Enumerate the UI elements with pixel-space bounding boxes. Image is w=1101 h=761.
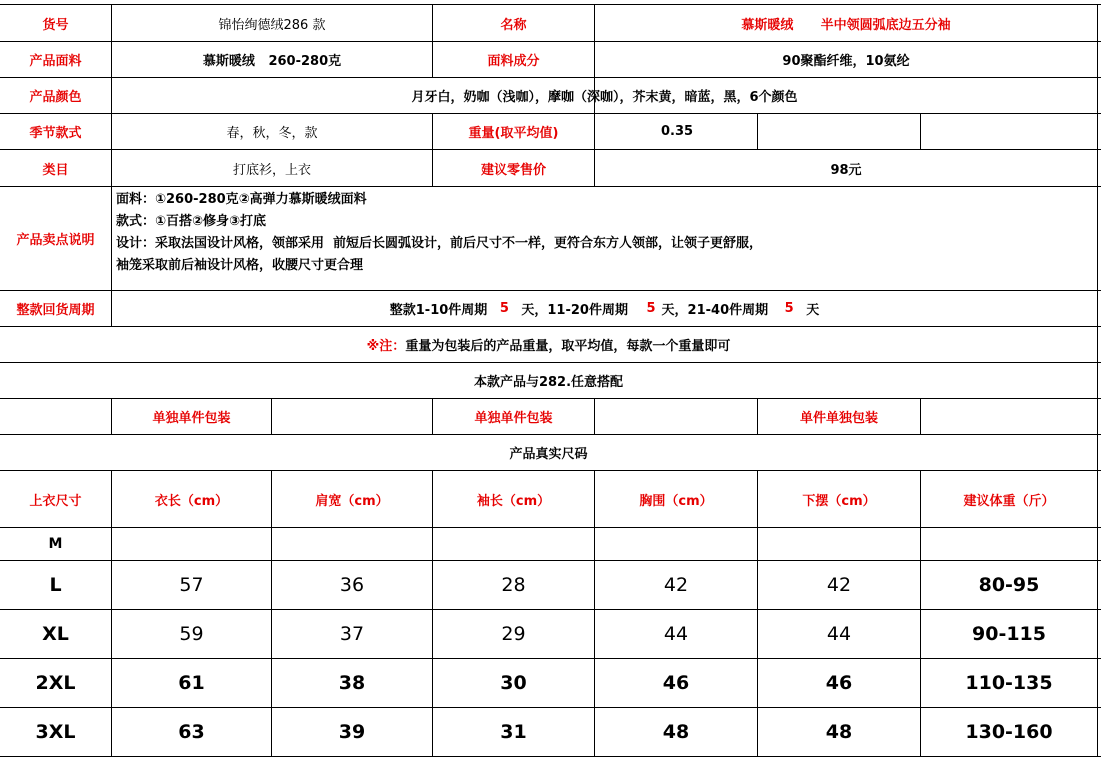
size-header: 建议体重（斤） (963, 493, 1055, 509)
size-value: 30 (500, 672, 527, 694)
size-value: 42 (826, 574, 852, 596)
size-value: 44 (663, 623, 689, 645)
restock-text: 天，11-20件周期 (516, 303, 633, 318)
size-value: 61 (178, 672, 205, 694)
price-value: 98元 (830, 162, 862, 178)
grid-line (271, 398, 272, 434)
match-note: 本款产品与282.任意搭配 (473, 375, 624, 390)
name-label: 名称 (500, 17, 527, 33)
restock-text: 整款1-10件周期 (389, 303, 492, 318)
item-no-value: 锦怡绚德绒286 款 (218, 17, 326, 33)
grid-line (0, 756, 1101, 757)
size-value: 31 (500, 721, 527, 743)
fabric-label: 产品面料 (29, 54, 82, 69)
grid-line (594, 398, 595, 434)
size-weight: 90-115 (972, 623, 1046, 645)
season-value: 春，秋，冬，款 (226, 126, 318, 141)
grid-line (0, 186, 1101, 187)
grid-line (920, 113, 921, 149)
restock-text: 天 (801, 303, 820, 318)
packaging-b: 单独单件包装 (474, 411, 553, 426)
restock-label: 整款回货周期 (16, 303, 95, 318)
size-weight: 110-135 (965, 672, 1053, 694)
size-header: 袖长（cm） (476, 493, 551, 509)
size-value: 63 (178, 721, 205, 743)
packaging-a: 单独单件包装 (152, 411, 231, 426)
note-text: 重量为包装后的产品重量，取平均值，每款一个重量即可 (405, 339, 731, 354)
size-value: 44 (826, 623, 852, 645)
size-value: 48 (662, 721, 690, 743)
restock-text: 天，21-40件周期 (661, 303, 773, 318)
color-value: 月牙白，奶咖（浅咖），摩咖（深咖），芥末黄，暗蓝，黑，6个颜色 (411, 90, 798, 105)
item-no-label: 货号 (42, 17, 69, 33)
category-label: 类目 (42, 162, 69, 178)
size-header: 衣长（cm） (154, 493, 229, 509)
size-label: 2XL (35, 672, 76, 694)
selling-points-label: 产品卖点说明 (16, 233, 95, 248)
packaging-c: 单件单独包装 (799, 411, 878, 426)
size-label: 3XL (35, 721, 76, 743)
size-header: 肩宽（cm） (315, 493, 389, 509)
restock-value (112, 291, 1097, 326)
size-value: 46 (662, 672, 690, 694)
size-value: 48 (825, 721, 853, 743)
category-value: 打底衫，上衣 (232, 162, 311, 178)
selling-line: 面料：①260-280克②高弹力慕斯暖绒面料 (116, 192, 367, 207)
restock-days: 5 (646, 301, 656, 316)
size-weight: 80-95 (978, 574, 1040, 596)
size-value: 36 (339, 574, 365, 596)
size-weight: 130-160 (965, 721, 1053, 743)
size-label: XL (42, 623, 69, 645)
size-value: 57 (179, 574, 204, 596)
grid-line (1097, 4, 1098, 756)
selling-line: 设计：采取法国设计风格，领部采用 前短后长圆弧设计，前后尺寸不一样，更符合东方人领部，让领子更舒服， (116, 236, 763, 251)
size-header: 胸围（cm） (639, 493, 713, 509)
size-value: 38 (338, 672, 366, 694)
size-table-title: 产品真实尺码 (509, 447, 588, 462)
composition-label: 面料成分 (487, 54, 540, 69)
restock-days: 5 (784, 301, 794, 316)
size-header: 下摆（cm） (802, 493, 876, 509)
weight-label: 重量(取平均值) (468, 126, 559, 141)
size-value: 42 (663, 574, 689, 596)
note (0, 327, 1097, 362)
size-header: 上衣尺寸 (29, 493, 82, 509)
size-value: 37 (339, 623, 365, 645)
size-label: M (48, 536, 63, 552)
size-value: 39 (338, 721, 366, 743)
name-value: 慕斯暖绒 半中领圆弧底边五分袖 (741, 17, 951, 33)
restock-days: 5 (499, 301, 509, 316)
selling-line: 款式：①百搭②修身③打底 (116, 214, 267, 229)
color-label: 产品颜色 (29, 90, 82, 105)
fabric-value: 慕斯暖绒 260-280克 (202, 54, 342, 69)
size-value: 29 (501, 623, 526, 645)
size-value: 28 (501, 574, 526, 596)
note-prefix: ※注： (366, 339, 406, 354)
selling-line: 袖笼采取前后袖设计风格，收腰尺寸更合理 (116, 258, 364, 273)
size-label: L (49, 574, 62, 596)
composition-value: 90聚酯纤维，10氨纶 (782, 54, 910, 69)
size-value: 46 (825, 672, 853, 694)
grid-line (757, 113, 758, 149)
size-value: 59 (179, 623, 204, 645)
grid-line (0, 527, 1101, 528)
grid-line (920, 398, 921, 434)
weight-value: 0.35 (661, 124, 694, 139)
selling-points-text (116, 189, 1091, 277)
price-label: 建议零售价 (480, 162, 546, 178)
season-label: 季节款式 (29, 126, 82, 141)
